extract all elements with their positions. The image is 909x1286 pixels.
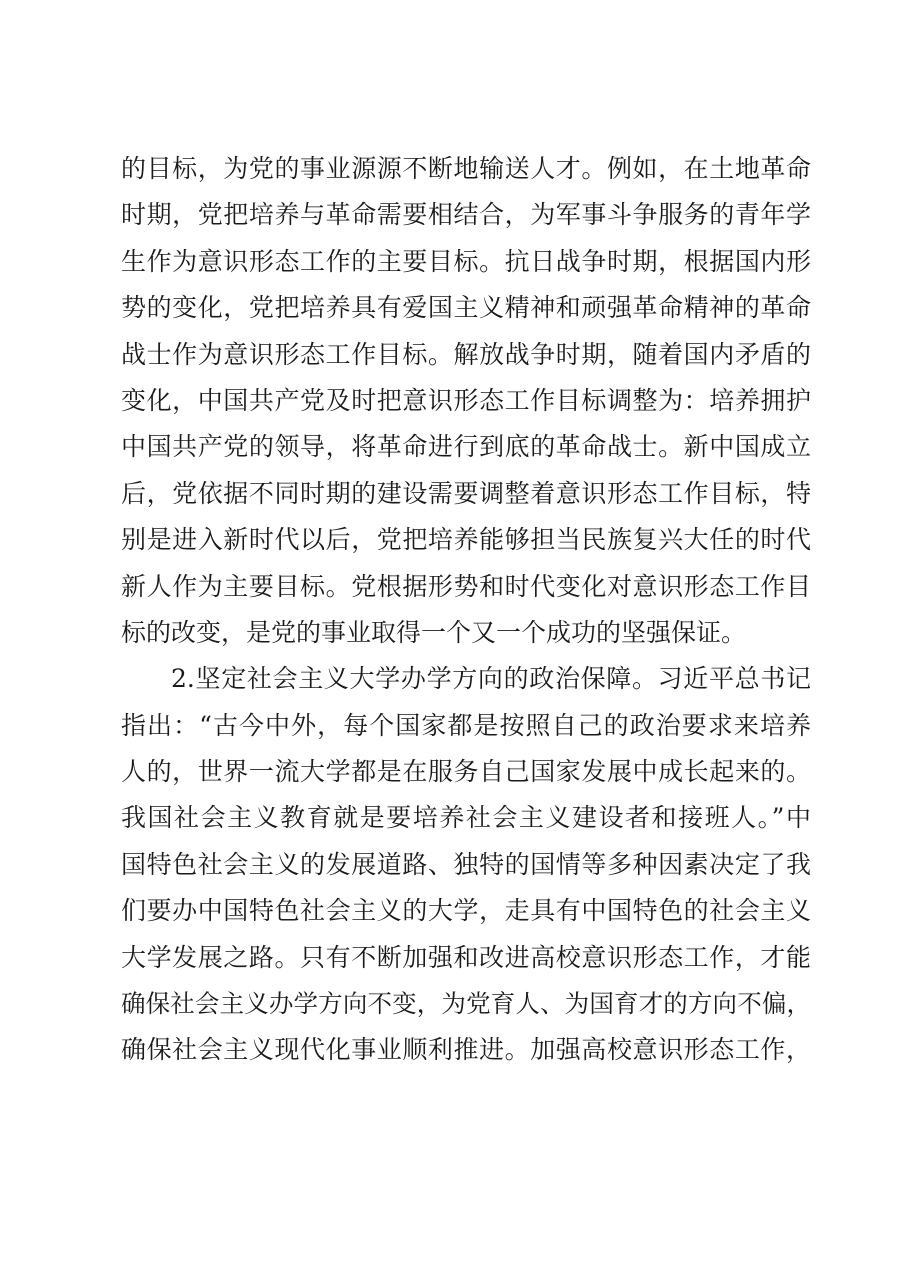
text-line: 的目标，为党的事业源源不断地输送人才。例如，在土地革命 bbox=[121, 154, 811, 183]
paragraph-1 bbox=[121, 146, 811, 656]
text-line: 标的改变，是党的事业取得一个又一个成功的坚强保证。 bbox=[121, 617, 747, 647]
text-line: 确保社会主义办学方向不变，为党育人、为国育才的方向不偏， bbox=[121, 989, 811, 1019]
text-line: 势的变化，党把培养具有爱国主义精神和顽强革命精神的革命 bbox=[121, 293, 811, 323]
text-line: 战士作为意识形态工作目标。解放战争时期，随着国内矛盾的 bbox=[121, 339, 811, 369]
text-line: 大学发展之路。只有不断加强和改进高校意识形态工作，才能 bbox=[121, 942, 811, 972]
text-line: 时期，党把培养与革命需要相结合，为军事斗争服务的青年学 bbox=[121, 200, 811, 230]
text-line: 我国社会主义教育就是要培养社会主义建设者和接班人。”中 bbox=[121, 803, 811, 833]
text-line: 指出：“古今中外，每个国家都是按照自己的政治要求来培养 bbox=[121, 710, 811, 740]
text-line: 2.坚定社会主义大学办学方向的政治保障。习近平总书记 bbox=[171, 664, 811, 694]
text-line: 新人作为主要目标。党根据形势和时代变化对意识形态工作目 bbox=[121, 571, 811, 601]
paragraph-2 bbox=[121, 656, 811, 1074]
text-line: 中国共产党的领导，将革命进行到底的革命战士。新中国成立 bbox=[121, 432, 811, 462]
text-line: 们要办中国特色社会主义的大学，走具有中国特色的社会主义 bbox=[121, 896, 811, 926]
text-line: 变化，中国共产党及时把意识形态工作目标调整为：培养拥护 bbox=[121, 385, 811, 415]
document-body bbox=[121, 146, 811, 1074]
text-line: 确保社会主义现代化事业顺利推进。加强高校意识形态工作， bbox=[121, 1035, 811, 1065]
text-line: 生作为意识形态工作的主要目标。抗日战争时期，根据国内形 bbox=[121, 246, 811, 276]
text-line: 人的，世界一流大学都是在服务自己国家发展中成长起来的。 bbox=[121, 757, 811, 787]
text-line: 国特色社会主义的发展道路、独特的国情等多种因素决定了我 bbox=[121, 849, 811, 879]
text-line: 后，党依据不同时期的建设需要调整着意识形态工作目标，特 bbox=[121, 478, 811, 508]
text-line: 别是进入新时代以后，党把培养能够担当民族复兴大任的时代 bbox=[121, 525, 811, 555]
